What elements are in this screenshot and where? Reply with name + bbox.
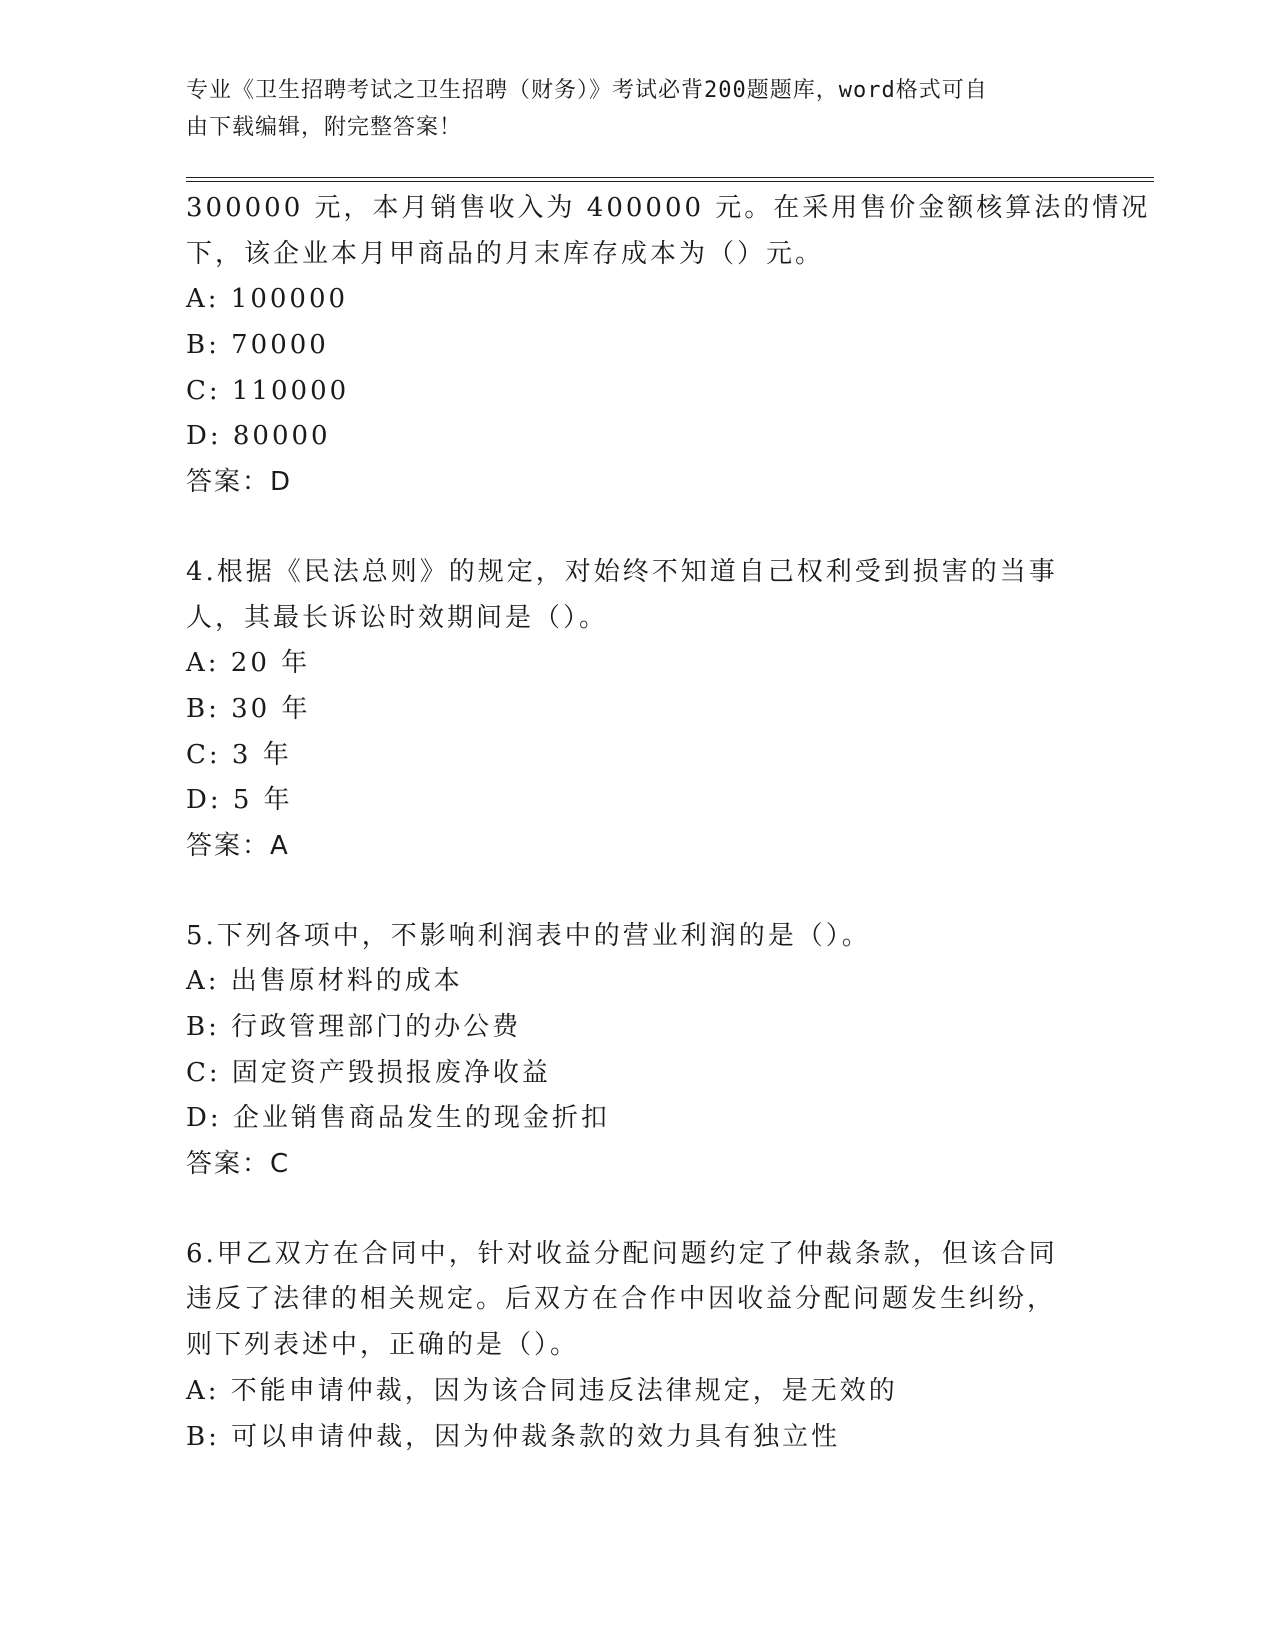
question-6-option-b: B: 可以申请仲裁，因为仲裁条款的效力具有独立性 (186, 1421, 841, 1452)
question-4-option-a: A: 20 年 (186, 648, 311, 679)
header-line-1: 专业《卫生招聘考试之卫生招聘（财务）》考试必背200题题库，word格式可自 (186, 78, 988, 103)
question-5-option-b: B: 行政管理部门的办公费 (186, 1012, 522, 1042)
question-3-text-line-1: 300000 元，本月销售收入为 400000 元。在采用售价金额核算法的情况 (186, 193, 1151, 223)
question-3-text-line-2: 下，该企业本月甲商品的月末库存成本为（）元。 (186, 238, 825, 269)
question-3-option-a: A: 100000 (186, 284, 349, 315)
question-list (186, 186, 1151, 1460)
question-5-text-line-1: 5.下列各项中，不影响利润表中的营业利润的是（）。 (186, 920, 871, 951)
question-6-option-a: A: 不能申请仲裁，因为该合同违反法律规定，是无效的 (186, 1375, 898, 1406)
question-5-answer: 答案：C (186, 1149, 291, 1180)
header-rule-bottom (186, 181, 1154, 182)
header-rule-top (186, 177, 1154, 178)
question-4 (186, 550, 1086, 870)
question-3-option-d: D: 80000 (186, 421, 331, 452)
header-line-2: 由下载编辑，附完整答案！ (186, 115, 463, 140)
question-5 (186, 914, 1086, 1188)
question-3 (186, 186, 1151, 506)
spacer (186, 870, 1086, 914)
question-6-text-line-1: 6.甲乙双方在合同中，针对收益分配问题约定了仲裁条款，但该合同 (186, 1238, 1058, 1269)
question-5-option-c: C: 固定资产毁损报废净收益 (186, 1057, 551, 1088)
question-5-option-a: A: 出售原材料的成本 (186, 966, 463, 997)
question-6 (186, 1232, 1086, 1460)
question-6-text-line-3: 则下列表述中，正确的是（）。 (186, 1330, 580, 1361)
document-header (186, 72, 1066, 146)
question-6-text-line-2: 违反了法律的相关规定。后双方在合作中因收益分配问题发生纠纷， (186, 1284, 1057, 1315)
question-5-option-d: D: 企业销售商品发生的现金折扣 (186, 1103, 610, 1134)
question-4-option-b: B: 30 年 (186, 693, 311, 724)
question-4-text-line-2: 人，其最长诉讼时效期间是（）。 (186, 602, 609, 633)
question-4-option-c: C: 3 年 (186, 739, 292, 770)
question-3-option-b: B: 70000 (186, 330, 329, 361)
question-4-text-line-1: 4.根据《民法总则》的规定，对始终不知道自己权利受到损害的当事 (186, 556, 1058, 587)
spacer (186, 1188, 1086, 1232)
question-3-answer: 答案：D (186, 467, 293, 498)
spacer (186, 506, 1086, 550)
question-4-option-d: D: 5 年 (186, 785, 293, 816)
question-3-option-c: C: 110000 (186, 375, 350, 406)
question-4-answer: 答案：A (186, 830, 290, 861)
